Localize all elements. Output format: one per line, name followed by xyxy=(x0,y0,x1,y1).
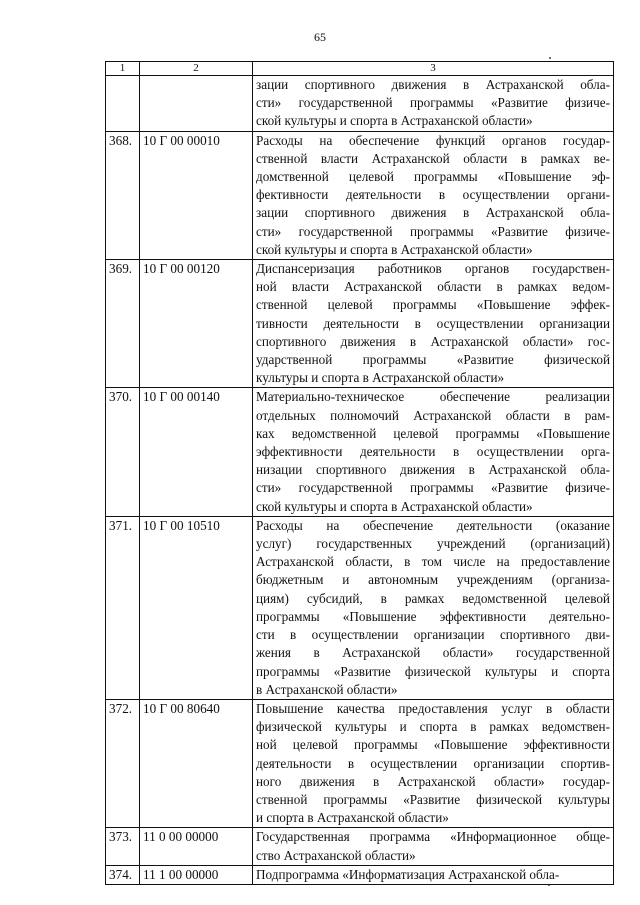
description-line: бюджетным и автономным учреждениям (организа- xyxy=(256,572,610,588)
description-line: сти» государственной программы «Развитие физиче- xyxy=(256,95,610,111)
row-number-cell: 369. xyxy=(106,260,140,388)
description-line: ной целевой программы «Повышение эффективности xyxy=(256,737,610,753)
description-cell xyxy=(253,699,614,827)
description-line: ках ведомственной целевой программы «Повышение xyxy=(256,425,610,441)
budget-code-cell: 11 1 00 00000 xyxy=(140,865,253,884)
budget-code-cell: 10 Г 00 10510 xyxy=(140,516,253,699)
description-line: зации спортивного движения в Астраханской обла- xyxy=(256,205,610,221)
description-line: Диспансеризация работников органов государствен- xyxy=(256,261,610,277)
description-line: ударственной программы «Развитие физической xyxy=(256,352,610,368)
description-line: ство Астраханской области» xyxy=(256,847,416,863)
row-number-cell: 373. xyxy=(106,828,140,865)
table-row xyxy=(106,828,614,865)
description-line: Государственная программа «Информационное обще- xyxy=(256,829,610,845)
column-header-number: 1 xyxy=(106,62,140,76)
row-number-cell: 374. xyxy=(106,865,140,884)
description-line: физической культуры и спорта в рамках ведомствен- xyxy=(256,719,610,735)
row-number-cell: 368. xyxy=(106,131,140,259)
description-line: сти» государственной программы «Развитие физиче- xyxy=(256,223,610,239)
description-line: Расходы на обеспечение функций органов государ- xyxy=(256,132,610,148)
description-cell xyxy=(253,828,614,865)
description-line: тивности деятельности в осуществлении организации xyxy=(256,315,610,331)
description-line: Подпрограмма «Информатизация Астраханской обла- xyxy=(256,866,560,882)
description-line: низации спортивного движения в Астраханской обла- xyxy=(256,462,610,478)
budget-code-cell: 10 Г 00 00120 xyxy=(140,260,253,388)
description-line: ственной целевой программы «Повышение эффек- xyxy=(256,297,610,313)
row-number-cell: 372. xyxy=(106,699,140,827)
description-line: домственной целевой программы «Повышение эф- xyxy=(256,169,610,185)
table-header-row xyxy=(106,62,614,76)
description-line: программы «Развитие физической культуры и спорта xyxy=(256,663,610,679)
table-row xyxy=(106,388,614,516)
description-line: спортивного движения в Астраханской области» гос- xyxy=(256,333,610,349)
description-line: эффективности деятельности в осуществлении орга- xyxy=(256,444,610,460)
description-line: культуры и спорта в Астраханской области» xyxy=(256,370,505,386)
budget-code-cell: 11 0 00 00000 xyxy=(140,828,253,865)
continuation-description-cell xyxy=(253,76,614,132)
description-line: фективности деятельности в осуществлении органи- xyxy=(256,187,610,203)
description-line: ственной программы «Развитие физической культуры xyxy=(256,791,610,807)
row-number-cell: 371. xyxy=(106,516,140,699)
description-line: Расходы на обеспечение деятельности (оказание xyxy=(256,517,610,533)
description-line: циям) субсидий, в рамках ведомственной целевой xyxy=(256,590,610,606)
budget-code-cell: 10 Г 00 00140 xyxy=(140,388,253,516)
scan-speck xyxy=(549,57,551,59)
column-header-description: 3 xyxy=(253,62,614,76)
row-number-cell: 370. xyxy=(106,388,140,516)
column-header-code: 2 xyxy=(140,62,253,76)
description-cell xyxy=(253,131,614,259)
continuation-row xyxy=(106,76,614,132)
description-line: Материально-техническое обеспечение реализации xyxy=(256,389,610,405)
description-cell xyxy=(253,260,614,388)
description-cell xyxy=(253,388,614,516)
description-line: зации спортивного движения в Астраханской обла- xyxy=(256,77,610,92)
description-line: деятельности в осуществлении организации спортив- xyxy=(256,755,610,771)
table-row xyxy=(106,865,614,884)
table-row xyxy=(106,131,614,259)
description-cell xyxy=(253,516,614,699)
description-line: программы «Повышение эффективности деятельно- xyxy=(256,608,610,624)
description-line: Повышение качества предоставления услуг в области xyxy=(256,700,610,716)
budget-code-cell: 10 Г 00 80640 xyxy=(140,699,253,827)
description-line: жения в Астраханской области» государственной xyxy=(256,645,610,661)
description-line: ной власти Астраханской области в рамках ведом- xyxy=(256,279,610,295)
table-row xyxy=(106,516,614,699)
table-row xyxy=(106,260,614,388)
continuation-code-cell xyxy=(140,76,253,132)
page-number: 65 xyxy=(314,30,326,44)
description-cell xyxy=(253,865,614,884)
description-line: ской культуры и спорта в Астраханской области» xyxy=(256,498,533,514)
table-row xyxy=(106,699,614,827)
description-line: сти» государственной программы «Развитие физиче- xyxy=(256,480,610,496)
description-line: сти в осуществлении организации спортивного дви- xyxy=(256,627,610,643)
continuation-number-cell xyxy=(106,76,140,132)
description-line: в Астраханской области» xyxy=(256,681,398,697)
budget-code-table xyxy=(105,61,614,885)
description-line: ственной власти Астраханской области в рамках ве- xyxy=(256,150,610,166)
description-line: услуг) государственных учреждений (организаций) xyxy=(256,536,610,552)
description-line: ного движения в Астраханской области» государ- xyxy=(256,773,610,789)
budget-code-cell: 10 Г 00 00010 xyxy=(140,131,253,259)
description-line: отдельных полномочий Астраханской области в рам- xyxy=(256,407,610,423)
description-line: Астраханской области, в том числе на предоставление xyxy=(256,554,610,570)
description-line: и спорта в Астраханской области» xyxy=(256,810,449,826)
description-line: ской культуры и спорта в Астраханской области» xyxy=(256,241,533,257)
description-line: ской культуры и спорта в Астраханской области» xyxy=(256,113,533,129)
